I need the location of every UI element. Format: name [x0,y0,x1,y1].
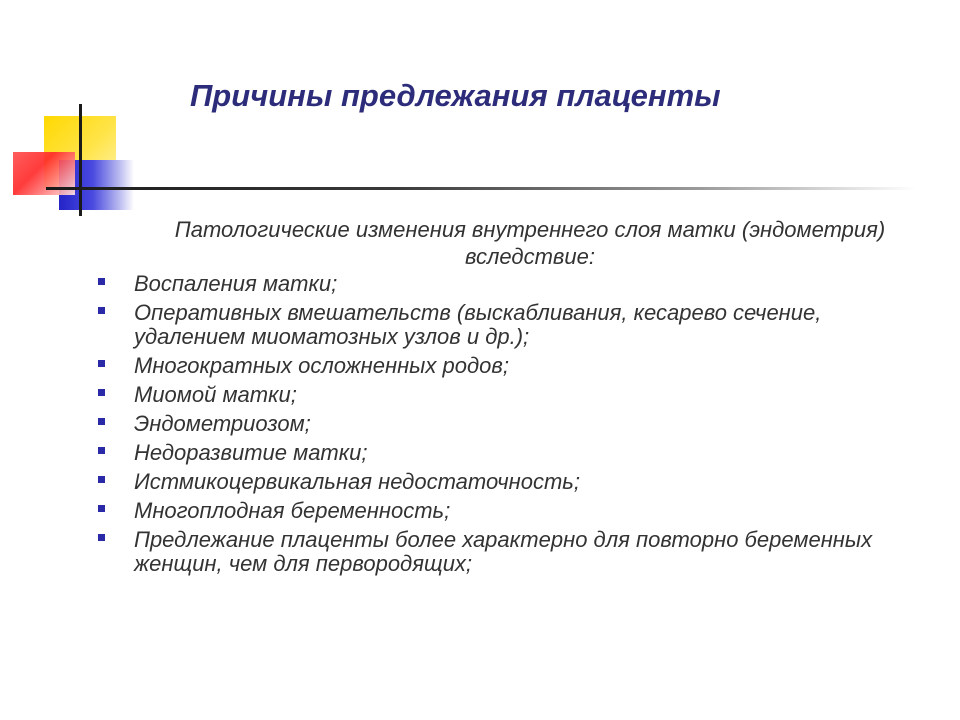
square-bullet-icon [98,534,105,541]
list-item [96,441,896,465]
square-bullet-icon [98,389,105,396]
list-item [96,354,896,378]
intro-text: Патологические изменения внутреннего слоя матки (эндометрия) вследствие: [174,217,886,269]
bullet-list [96,272,896,581]
square-bullet-icon [98,360,105,367]
list-item [96,528,896,576]
square-bullet-icon [98,307,105,314]
square-bullet-icon [98,505,105,512]
slide-title: Причины предлежания плаценты [190,78,721,113]
square-bullet-icon [98,418,105,425]
decor-vertical-line [79,104,82,216]
list-item-text: Многоплодная беременность; [134,498,451,523]
list-item [96,470,896,494]
square-bullet-icon [98,476,105,483]
list-item-text: Предлежание плаценты более характерно для повторно беременных женщин, чем для первородящих; [134,527,873,576]
list-item-text: Воспаления матки; [134,271,338,296]
list-item [96,383,896,407]
list-item-text: Эндометриозом; [134,411,311,436]
list-item-text: Истмикоцервикальная недостаточность; [134,469,580,494]
list-item-text: Недоразвитие матки; [134,440,368,465]
list-item-text: Миомой матки; [134,382,297,407]
square-bullet-icon [98,447,105,454]
list-item [96,499,896,523]
list-item-text: Оперативных вмешательств (выскабливания, кесарево сечение, удалением миоматозных узлов и др.); [134,300,822,349]
list-item-text: Многократных осложненных родов; [134,353,509,378]
title-divider-line [46,187,916,190]
list-item [96,412,896,436]
square-bullet-icon [98,278,105,285]
list-item [96,272,896,296]
list-item [96,301,896,349]
